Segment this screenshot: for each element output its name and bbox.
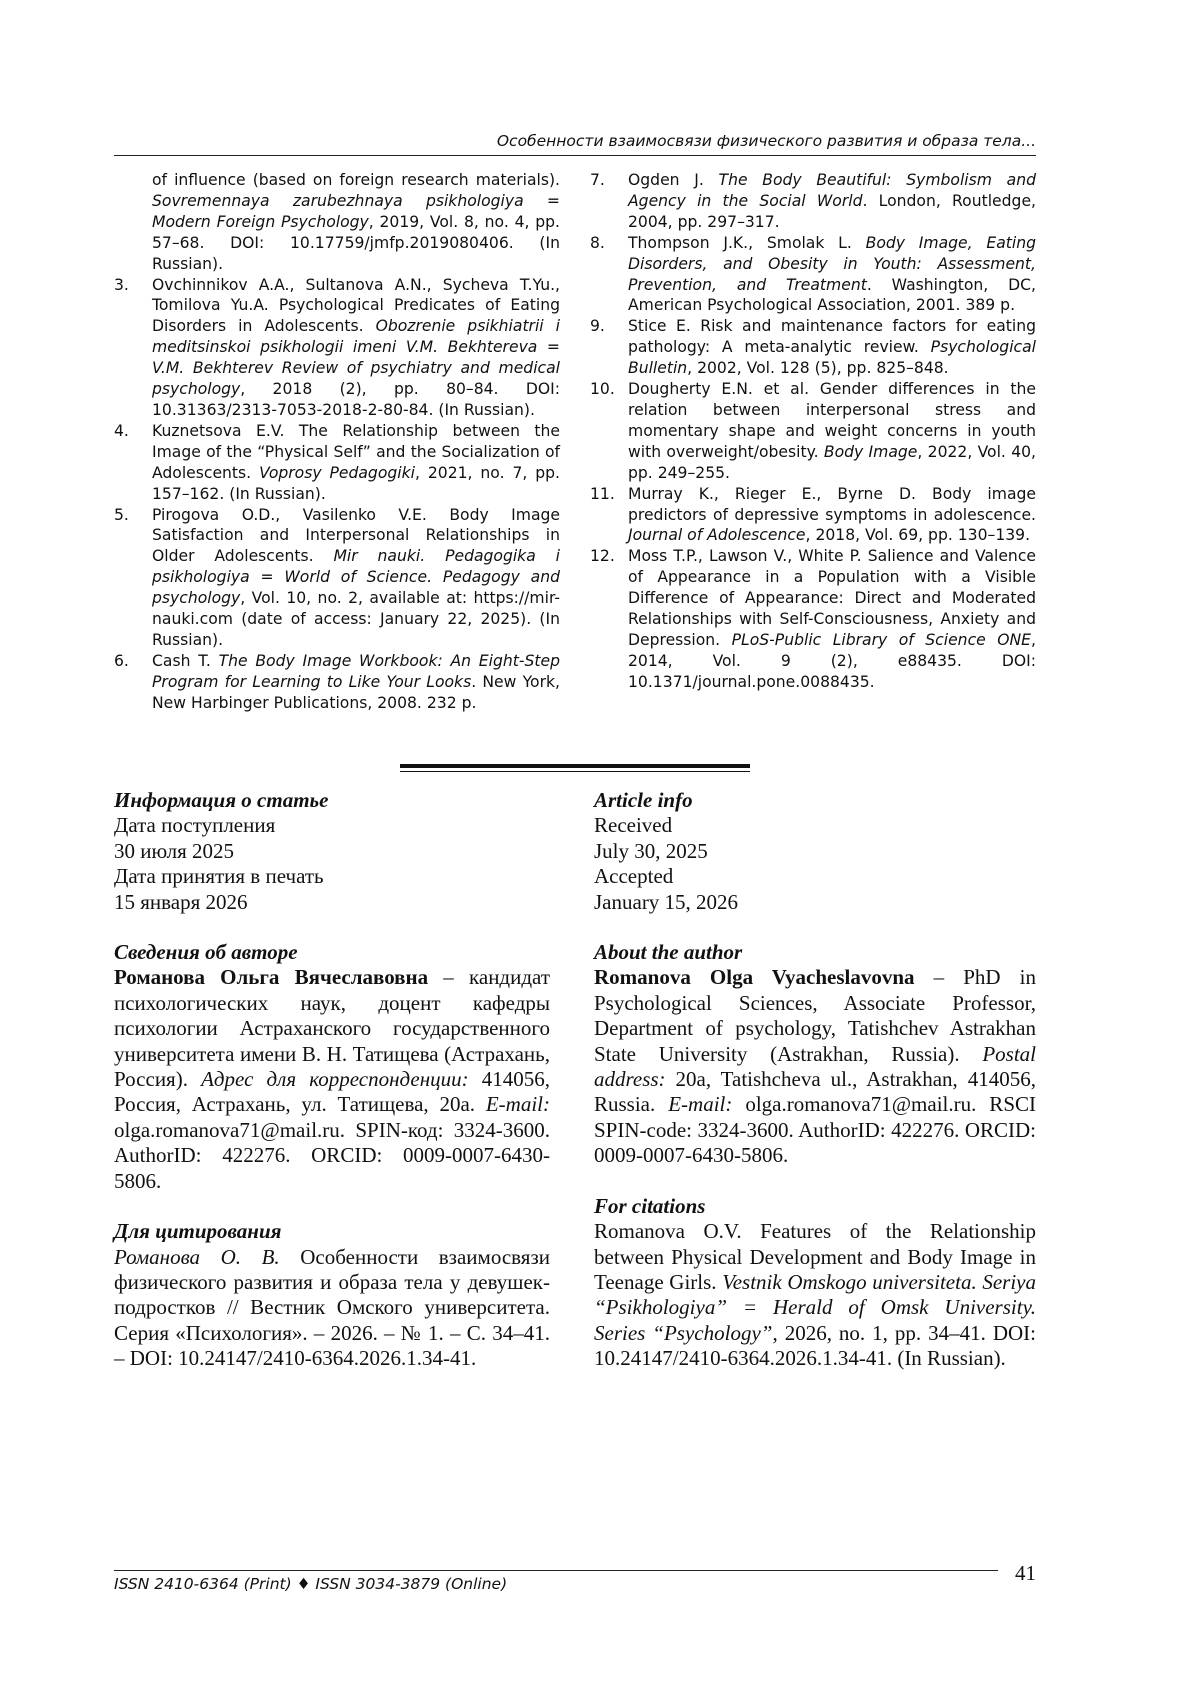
author-heading: Сведения об авторе xyxy=(114,940,298,965)
reference-item: 4. Kuznetsova E.V. The Relationship between the Image of the “Physical Self” and the Socialization of Adolescents. Voprosy Pedagogiki, 2021, no. 7, pp. 157–162. (In Russian). xyxy=(114,421,560,503)
accepted-label: Дата принятия в печать xyxy=(114,864,324,889)
author-info: Романова Ольга Вячеславовна – кандидат психологических наук, доцент кафедры психологии Астраханского государственного университета имени В. Н. Татищева (Астрахань, Россия). Адрес для корреспонденции: 414056, Россия, Астрахань, ул. Татищева, 20а. E-mail: olga.romanova71@mail.ru. SPIN-код: 3324-3600. AuthorID: 422276. ORCID: 0009-0007-6430-5806. xyxy=(114,965,550,1193)
reference-item: 11. Murray K., Rieger E., Byrne D. Body image predictors of depressive symptoms in adolescence. Journal of Adolescence, 2018, Vol. 69, pp. 130–139. xyxy=(590,484,1036,545)
page-number: 41 xyxy=(1015,1561,1036,1585)
reference-item: 7. Ogden J. The Body Beautiful: Symbolism and Agency in the Social World. London, Routledge, 2004, pp. 297–317. xyxy=(590,171,1036,231)
reference-item: of influence (based on foreign research materials). Sovremennaya zarubezhnaya psikhologiya = Modern Foreign Psychology, 2019, Vol. 8, no. 4, pp. 57–68. DOI: 10.17759/jmfp.2019080406. (In Russian). xyxy=(152,171,560,273)
running-head: Особенности взаимосвязи физического развития и образа тела... xyxy=(114,132,1036,156)
article-info-heading: Информация о статье xyxy=(114,788,329,812)
citation-heading: For citations xyxy=(594,1193,706,1218)
footer-issn: ISSN 2410-6364 (Print) ♦ ISSN 3034-3879 (Online) xyxy=(114,1575,508,1593)
received-label: Дата поступления xyxy=(114,813,276,838)
accepted-label: Accepted xyxy=(594,864,674,889)
citation-text: Romanova O.V. Features of the Relationship between Physical Development and Body Image in Teenage Girls. Vestnik Omskogo universiteta. Seriya “Psikhologiya” = Herald of Omsk University. Series “Psychology”, 2026, no. 1, pp. 34–41. DOI: 10.24147/2410-6364.2026.1.34-41. (In Russian). xyxy=(594,1219,1036,1371)
article-info-heading: Article info xyxy=(594,788,693,812)
reference-item: 12. Moss T.P., Lawson V., White P. Salience and Valence of Appearance in a Population with a Visible Difference of Appearance: Direct and Moderated Relationships with Self-Consciousness, Anxiety and Depression. PLoS-Public Library of Science ONE, 2014, Vol. 9 (2), e88435. DOI: 10.1371/journal.pone.0088435. xyxy=(590,547,1036,691)
references-right-column xyxy=(590,170,1036,693)
accepted-date: 15 января 2026 xyxy=(114,889,248,914)
reference-item: 3. Ovchinnikov A.A., Sultanova A.N., Sycheva T.Yu., Tomilova Yu.A. Psychological Predicates of Eating Disorders in Adolescents. Obozrenie psikhiatrii i meditsinskoi psikhologii imeni V.M. Bekhtereva = V.M. Bekhterev Review of psychiatry and medical psychology, 2018 (2), pp. 80–84. DOI: 10.31363/2313-7053-2018-2-80-84. (In Russian). xyxy=(114,275,560,419)
reference-item: 6. Cash T. The Body Image Workbook: An Eight-Step Program for Learning to Like Your Looks. New York, New Harbinger Publications, 2008. 232 p. xyxy=(114,651,560,712)
received-date: July 30, 2025 xyxy=(594,838,708,863)
reference-item: 8. Thompson J.K., Smolak L. Body Image, Eating Disorders, and Obesity in Youth: Assessment, Prevention, and Treatment. Washington, DC, American Psychological Association, 2001. 389 p. xyxy=(590,233,1036,315)
reference-item: 5. Pirogova O.D., Vasilenko V.E. Body Image Satisfaction and Interpersonal Relationships in Older Adolescents. Mir nauki. Pedagogika i psikhologiya = World of Science. Pedagogy and psychology, Vol. 10, no. 2, available at: https://mir-nauki.com (date of access: January 22, 2025). (In Russian). xyxy=(114,505,560,649)
accepted-date: January 15, 2026 xyxy=(594,889,739,914)
author-heading: About the author xyxy=(594,940,743,965)
author-info: Romanova Olga Vyacheslavovna – PhD in Psychological Sciences, Associate Professor, Department of psychology, Tatishchev Astrakhan State University (Astrakhan, Russia). Postal address: 20a, Tatishcheva ul., Astrakhan, 414056, Russia. E-mail: olga.romanova71@mail.ru. RSCI SPIN-code: 3324-3600. AuthorID: 422276. ORCID: 0009-0007-6430-5806. xyxy=(594,965,1037,1168)
received-date: 30 июля 2025 xyxy=(114,838,235,863)
article-info-ru xyxy=(114,788,550,1372)
references-left-column xyxy=(114,170,560,714)
citation-heading: Для цитирования xyxy=(114,1219,282,1244)
section-divider xyxy=(400,764,750,772)
citation-text: Романова О. В. Особенности взаимосвязи физического развития и образа тела у девушек-подростков // Вестник Омского университета. Серия «Психология». – 2026. – № 1. – С. 34–41. – DOI: 10.24147/2410-6364.2026.1.34-41. xyxy=(114,1244,550,1371)
article-info-en xyxy=(594,788,1036,1372)
reference-item: 9. Stice E. Risk and maintenance factors for eating pathology: A meta-analytic review. Psychological Bulletin, 2002, Vol. 128 (5), pp. 825–848. xyxy=(590,317,1036,378)
reference-item: 10. Dougherty E.N. et al. Gender differences in the relation between interpersonal stress and momentary shape and weight concerns in youth with overweight/obesity. Body Image, 2022, Vol. 40, pp. 249–255. xyxy=(590,380,1036,482)
footer-rule xyxy=(114,1570,998,1571)
received-label: Received xyxy=(594,813,673,838)
